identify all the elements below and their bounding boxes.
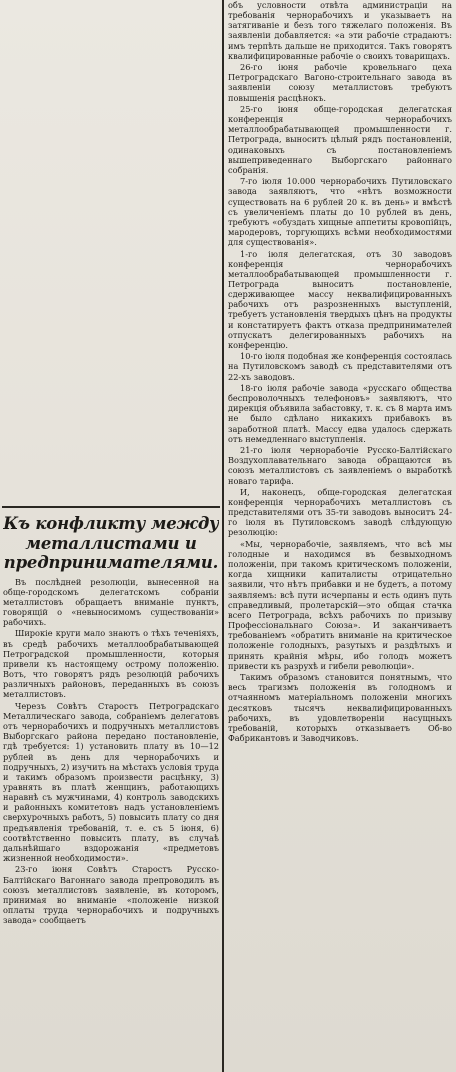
- continuation-paragraph: объ условности отвѣта администраціи на требованія чернорабочихъ и указываетъ на затягиваніе и безъ того тяжелаго положенія. Въ заявленіи добавляется: «а эти рабочіе страдаютъ: имъ терпѣть дальше не приходится. Такъ говорятъ квалифицированные рабочіе о своихъ товарищахъ.: [228, 0, 452, 61]
- continuation-paragraph: 18-го іюля рабочіе завода «русскаго общества беспроволочныхъ телефоновъ» заявляютъ, что дирекція объявила забастовку, т. к. съ 8 марта имъ не было сдѣлано никакихъ прибавокъ въ заработной платѣ. Массу едва удалось сдержать отъ немедленнаго выступленія.: [228, 382, 452, 444]
- continuation-paragraph: И, наконецъ, обще-городская делегатская конференція чернорабочихъ металлистовъ съ представителями отъ 35-ти заводовъ выноситъ 24-го іюля въ Путиловскомъ заводѣ слѣдующую резолюцію:: [228, 486, 452, 538]
- article-top-rule: [2, 506, 220, 508]
- blank-area: [0, 0, 220, 506]
- continuation-paragraph: 7-го іюля 10.000 чернорабочихъ Путиловскаго завода заявляютъ, что «нѣтъ возможности существовать на 6 рублей 20 к. въ день» и вмѣстѣ съ увеличеніемъ платы до 10 рублей въ день, требуютъ «обуздать хищные аппетиты кровопійцъ, мародеровъ, торгующихъ всѣми необходимостями для существованія».: [228, 176, 452, 248]
- continuation-paragraph: 25-го іюня обще-городская делегатская конференція чернорабочихъ металлообрабатывающей промышленности г. Петрограда, выноситъ цѣлый рядъ постановленій, одинаковыхъ съ постановленіемъ вышеприведеннаго Выборгскаго районнаго собранія.: [228, 103, 452, 175]
- article-headline: Къ конфликту между металлистами и предпринимателями.: [3, 514, 219, 572]
- article-paragraph: 23-го іюня Совѣтъ Старостъ Русско-Балтійскаго Вагоннаго завода препроводилъ въ союзъ металлистовъ заявленіе, въ которомъ, принимая во вниманіе «положеніе низкой оплаты труда чернорабочихъ и подручныхъ завода» сообщаетъ: [3, 864, 219, 926]
- continuation-paragraph: 26-го іюня рабочіе кровельнаго цеха Петроградскаго Вагоно-строительнаго завода въ заявленіи союзу металлистовъ требуютъ повышенія расцѣнокъ.: [228, 62, 452, 103]
- article-paragraph: Черезъ Совѣтъ Старостъ Петроградскаго Металлическаго завода, собраніемъ делегатовъ отъ чернорабочихъ и подручныхъ металлистовъ Выборгскаго района передано постановленіе, гдѣ требуется: 1) установить плату въ 10—12 рублей въ день для чернорабочихъ и подручныхъ, 2) изучить на мѣстахъ условія труда и такимъ образомъ произвести расцѣнку, 3) уравнять въ платѣ женщинъ, работающихъ наравнѣ съ мужчинами, 4) контроль заводскихъ и районныхъ комитетовъ надъ установленіемъ сверхурочныхъ работъ, 5) повысить плату со дня предъявленія требованій, т. е. съ 5 іюня, 6) соотвѣтственно повысить плату, въ случаѣ дальнѣйшаго вздорожанія «предметовъ жизненной необходимости».: [3, 700, 219, 864]
- continuation-paragraph: 10-го іюля подобная же конференція состоялась на Путиловскомъ заводѣ съ представителями отъ 22-хъ заводовъ.: [228, 351, 452, 382]
- continuation-paragraph: 21-го іюля чернорабочіе Русско-Балтійскаго Воздухоплавательнаго завода обращаются въ союзъ металлистовъ съ заявленіемъ о выработкѣ новаго тарифа.: [228, 445, 452, 486]
- column-rule: [222, 0, 224, 1072]
- continuation-paragraph: 1-го іюля делегатская, отъ 30 заводовъ конференція чернорабочихъ металлообрабатывающей промышленности г. Петрограда выноситъ постановленіе, сдерживающее массу неквалифицированныхъ рабочихъ отъ разрозненныхъ выступленій, требуетъ установленія твердыхъ цѣнъ на продукты и констатируетъ фактъ отказа предпринимателей отпускатъ делегированныхъ рабочихъ на конференцію.: [228, 248, 452, 350]
- article-paragraph: Въ послѣдней резолюціи, вынесенной на обще-городскомъ делегатскомъ собраніи металлистовъ обращаетъ вниманіе пунктъ, говорящій о «невыносимомъ существованіи» рабочихъ.: [3, 576, 219, 628]
- continuation-paragraph: «Мы, чернорабочіе, заявляемъ, что всѣ мы голодные и находимся въ безвыходномъ положеніи, при такомъ критическомъ положеніи, когда хищники капиталисты отрицательно заявили, что нѣтъ прибавки и не будетъ, а потому заявляемъ: всѣ пути исчерпаны и есть одинъ путь справедливый, пролетарскій—это общая стачка всего Петрограда, всѣхъ рабочихъ по призыву Профессіональнаго Союза». И заканчиваетъ требованіемъ «обратить вниманіе на критическое положеніе голодныхъ, разутыхъ и раздѣтыхъ и принять крайнія мѣры, ибо голодъ можетъ привести къ разрухѣ и гибели революціи».: [228, 538, 452, 671]
- article-paragraph: Широкіе круги мало знаютъ о тѣхъ теченіяхъ, въ средѣ рабочихъ металлообрабатывающей Петроградской промышленности, которыя привели къ настоящему острому положенію. Вотъ, что говорятъ рядъ резолюцій рабочихъ различныхъ районовъ, переданныхъ въ союзъ металлистовъ.: [3, 628, 219, 700]
- left-column-article: [3, 512, 219, 1068]
- right-column: [228, 0, 452, 1072]
- continuation-paragraph: Такимъ образомъ становится понятнымъ, что весь трагизмъ положенія въ голодномъ и отчаянномъ матеріальномъ положеніи многихъ десятковъ тысячъ неквалифицированныхъ рабочихъ, въ удовлетвореніи насущныхъ требованій, которыхъ отказываетъ Об-во Фабрикантовъ и Заводчиковъ.: [228, 672, 452, 743]
